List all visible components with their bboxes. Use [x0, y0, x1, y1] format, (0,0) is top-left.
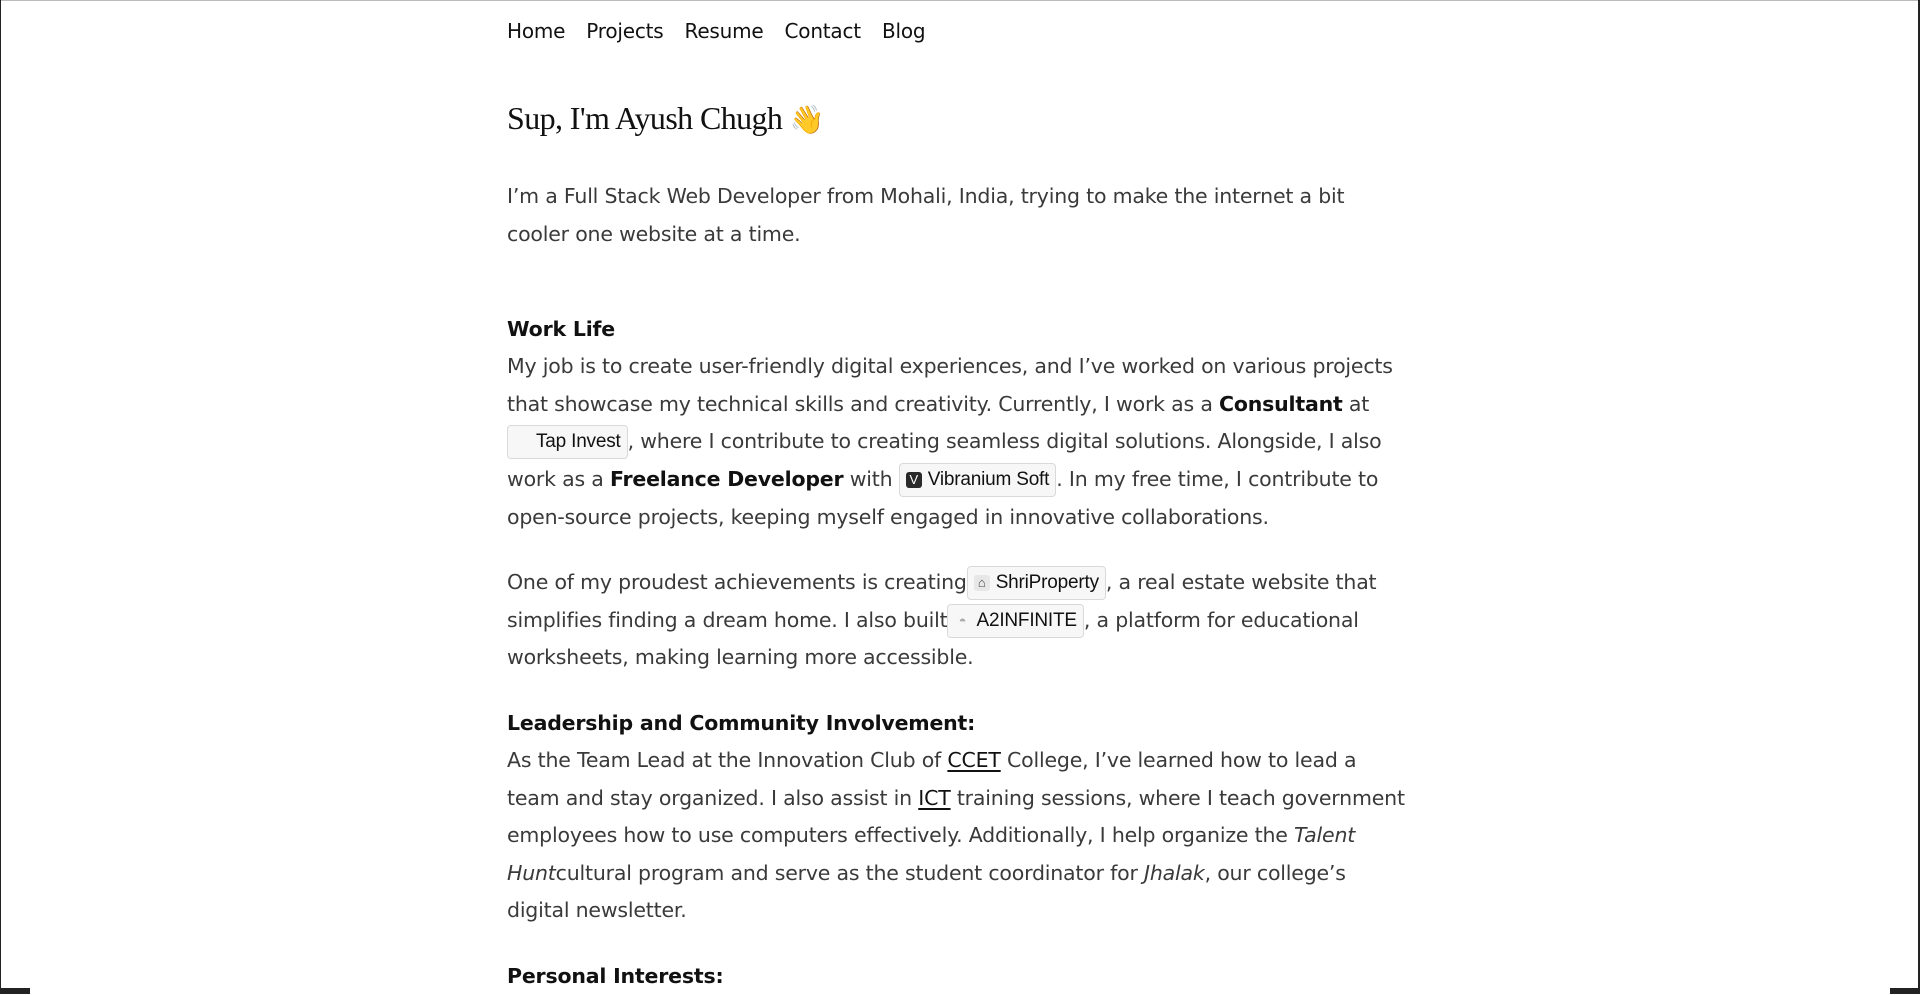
- tap-invest-label: Tap Invest: [536, 431, 621, 453]
- shriproperty-chip[interactable]: [967, 566, 1106, 600]
- consultant-strong: Consultant: [1219, 391, 1343, 416]
- lead-text-2: College, I’ve learned how to lead a team and stay organized. I also assist in: [507, 747, 1357, 810]
- work-text-4: with: [843, 466, 899, 491]
- lead-text-1: As the Team Lead at the Innovation Club of: [507, 747, 948, 772]
- lead-text-4: cultural program and serve as the student coordinator for: [555, 860, 1145, 885]
- main-content: [507, 0, 1407, 995]
- personal-interests-heading: Personal Interests:: [507, 963, 724, 988]
- window-corner-right: [1890, 988, 1920, 994]
- vibranium-soft-chip[interactable]: [899, 463, 1056, 497]
- ach-text-2: , a real estate website that simplifies finding a dream home. I also built: [507, 570, 1377, 632]
- shriproperty-label: ShriProperty: [995, 572, 1099, 594]
- work-paragraph: [507, 348, 1407, 536]
- tap-invest-chip[interactable]: [507, 425, 628, 459]
- work-life-heading: Work Life: [507, 317, 615, 342]
- work-text-3: , where I contribute to creating seamless digital solutions. Alongside, I also work as a: [507, 429, 1382, 491]
- achievements-paragraph: [507, 564, 1407, 677]
- window-corner-left: [0, 988, 30, 994]
- vibranium-soft-logo-icon: V: [906, 472, 922, 488]
- page-title-text: Sup, I'm Ayush Chugh: [507, 100, 783, 136]
- a2infinite-chip[interactable]: [947, 604, 1083, 638]
- a2infinite-label: A2INFINITE: [976, 609, 1077, 631]
- leadership-heading: Leadership and Community Involvement:: [507, 710, 976, 735]
- lead-text-5: , our college’s digital newsletter.: [507, 860, 1346, 923]
- nav-home-link[interactable]: Home: [507, 19, 566, 43]
- leadership-paragraph: [507, 742, 1407, 930]
- top-nav: [507, 0, 1407, 44]
- work-text-2: at: [1342, 391, 1370, 416]
- ccet-link[interactable]: CCET: [947, 747, 1001, 772]
- freelance-strong: Freelance Developer: [609, 466, 844, 491]
- jhalak-em: Jhalak: [1144, 860, 1205, 885]
- ach-text-3: , a platform for educational worksheets, making learning more accessible.: [507, 607, 1359, 670]
- page-title: [507, 98, 1407, 140]
- vibranium-soft-label: Vibranium Soft: [927, 468, 1050, 490]
- nav-resume-link[interactable]: Resume: [684, 19, 764, 43]
- waving-hand-emoji: 👋: [789, 103, 824, 136]
- ict-link[interactable]: ICT: [918, 785, 951, 810]
- work-text-1: My job is to create user-friendly digital experiences, and I’ve worked on various projects that showcase my technical skills and creativity. Currently, I work as a: [507, 354, 1393, 416]
- work-text-5: . In my free time, I contribute to open-source projects, keeping myself engaged in innovative collaborations.: [507, 466, 1379, 529]
- window-left-border: [0, 0, 1, 994]
- a2infinite-logo-icon: ◓: [958, 612, 967, 628]
- nav-projects-link[interactable]: Projects: [586, 19, 664, 43]
- tap-invest-logo-icon: [514, 434, 530, 450]
- lead-text-3: training sessions, where I teach government employees how to use computers effectively. Additionally, I help organize the: [507, 785, 1405, 848]
- nav-contact-link[interactable]: Contact: [784, 19, 861, 43]
- shriproperty-logo-icon: ⌂: [974, 575, 990, 591]
- intro-paragraph: I’m a Full Stack Web Developer from Mohali, India, trying to make the internet a bit cooler one website at a time.: [507, 184, 1345, 246]
- nav-blog-link[interactable]: Blog: [881, 19, 926, 43]
- talent-hunt-em: Talent Hunt: [507, 823, 1356, 885]
- ach-text-1: One of my proudest achievements is creating: [507, 570, 967, 595]
